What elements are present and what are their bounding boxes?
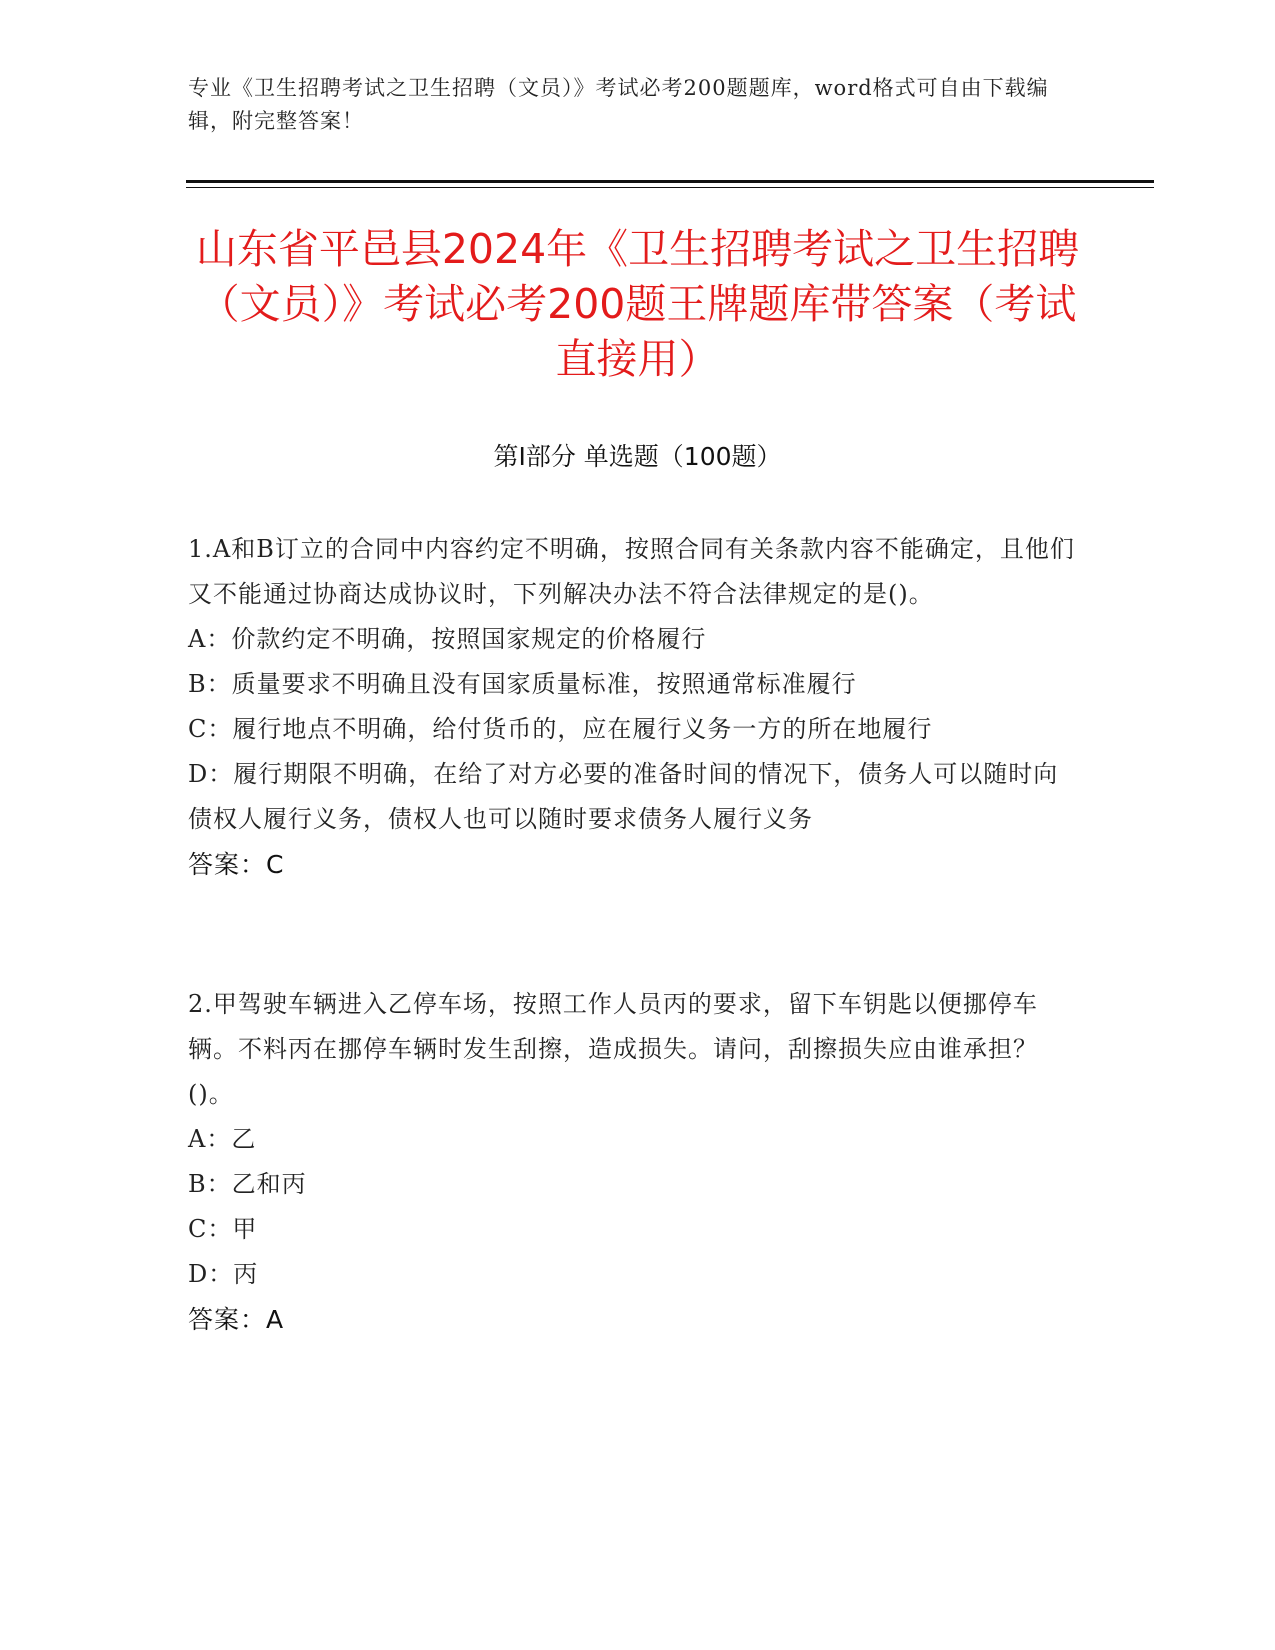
option-a: A：乙	[188, 1125, 257, 1153]
option-d: D：履行期限不明确，在给了对方必要的准备时间的情况下，债务人可以随时向债权人履行义务，债权人也可以随时要求债务人履行义务	[188, 760, 1059, 833]
option-a: A：价款约定不明确，按照国家规定的价格履行	[188, 625, 707, 653]
option-d: D：丙	[188, 1260, 259, 1288]
question-2	[188, 982, 1078, 1342]
option-b: B：质量要求不明确且没有国家质量标准，按照通常标准履行	[188, 670, 857, 698]
question-stem: 1.A和B订立的合同中内容约定不明确，按照合同有关条款内容不能确定，且他们又不能通过协商达成协议时，下列解决办法不符合法律规定的是()。	[188, 535, 1075, 608]
option-c: C：履行地点不明确，给付货币的，应在履行义务一方的所在地履行	[188, 715, 933, 743]
document-title: 山东省平邑县2024年《卫生招聘考试之卫生招聘（文员）》考试必考200题王牌题库带答案（考试直接用）	[195, 225, 1080, 383]
header-rule-thick	[186, 180, 1154, 183]
option-b: B：乙和丙	[188, 1170, 307, 1198]
option-c: C：甲	[188, 1215, 258, 1243]
answer-line: 答案：C	[188, 850, 285, 879]
answer-line: 答案：A	[188, 1305, 285, 1334]
question-stem: 2.甲驾驶车辆进入乙停车场，按照工作人员丙的要求，留下车钥匙以便挪停车辆。不料丙在挪停车辆时发生刮擦，造成损失。请问，刮擦损失应由谁承担？()。	[188, 990, 1038, 1108]
question-1	[188, 527, 1078, 887]
header-rule-thin	[186, 187, 1154, 188]
section-heading: 第Ⅰ部分 单选题（100题）	[493, 442, 782, 471]
header-note: 专业《卫生招聘考试之卫生招聘（文员）》考试必考200题题库，word格式可自由下载编辑，附完整答案！	[188, 76, 1049, 133]
